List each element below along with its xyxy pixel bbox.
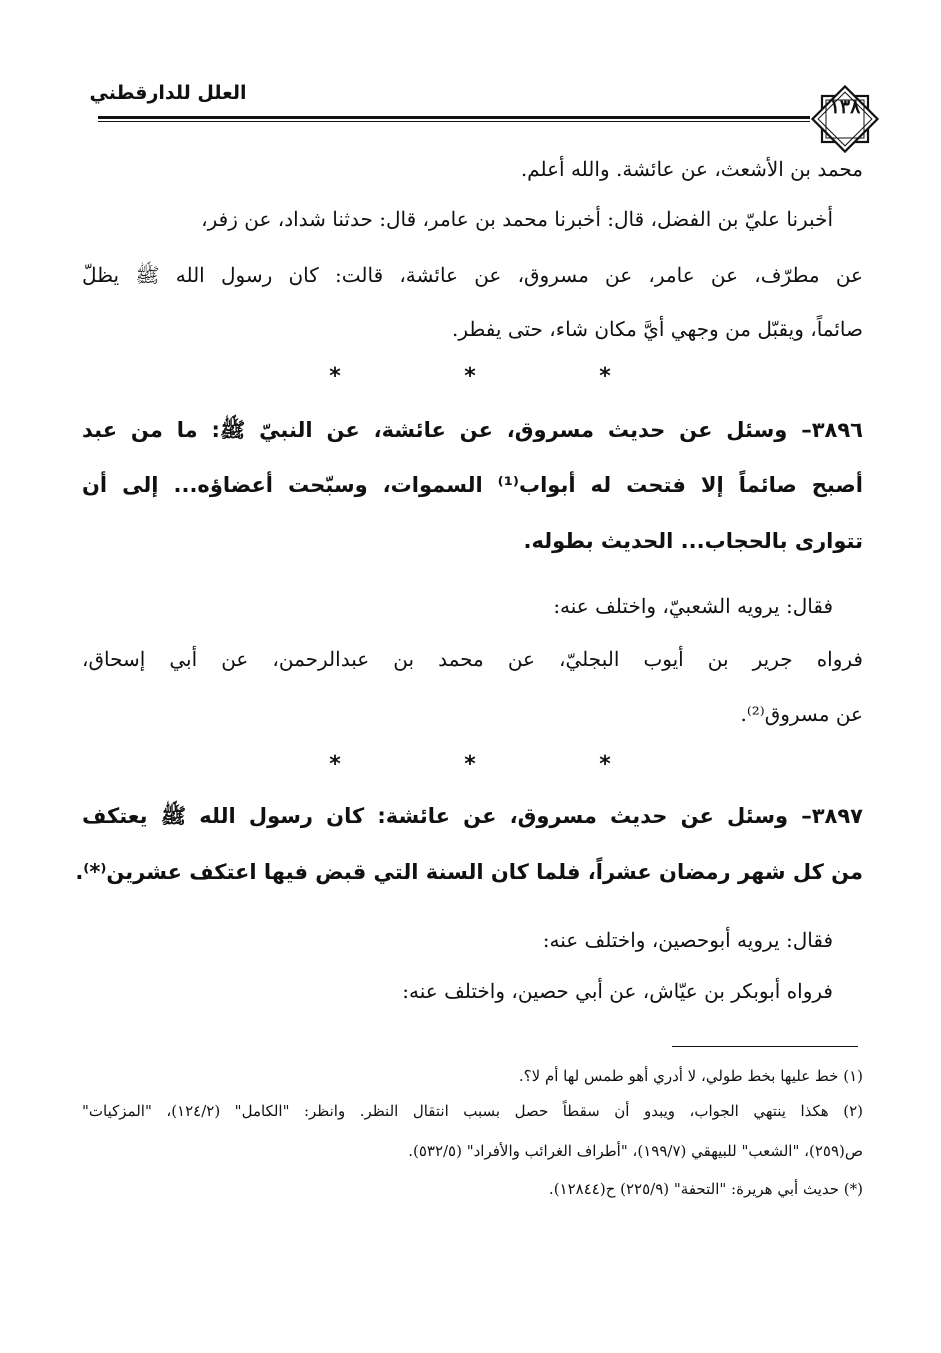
separator-star: * bbox=[599, 364, 611, 389]
text-line: عن مطرّف، عن عامر، عن مسروق، عن عائشة، قالت: كان رسول الله ﷺ يظلّ bbox=[82, 263, 863, 287]
text-line: صائماً، ويقبّل من وجهي أيَّ مكان شاء، حتى يفطر. bbox=[452, 317, 863, 341]
section-separator bbox=[300, 752, 640, 777]
text-line: أخبرنا عليّ بن الفضل، قال: أخبرنا محمد بن عامر، قال: حدثنا شداد، عن زفر، bbox=[201, 207, 833, 231]
footnote: (٢) هكذا ينتهي الجواب، ويبدو أن سقطاً حصل بسبب انتقال النظر. وانظر: "الكامل" (١٢٤/٢)، "المزكيات" bbox=[82, 1102, 863, 1120]
text-line: فقال: يرويه أبوحصين، واختلف عنه: bbox=[542, 928, 833, 952]
question-heading-line: ٣٨٩٦– وسئل عن حديث مسروق، عن عائشة، عن النبيّ ﷺ: ما من عبد bbox=[82, 418, 863, 442]
separator-star: * bbox=[329, 364, 341, 389]
separator-star: * bbox=[599, 752, 611, 777]
separator-star: * bbox=[464, 752, 476, 777]
footnote: (١) خط عليها بخط طولي، لا أدري أهو طمس لها أم لا؟. bbox=[518, 1067, 863, 1085]
running-header-title: العلل للدارقطني bbox=[89, 82, 247, 104]
text-line: عن مسروق⁽²⁾. bbox=[740, 702, 863, 726]
question-heading-line: من كل شهر رمضان عشراً، فلما كان السنة التي قبض فيها اعتكف عشرين⁽*⁾. bbox=[75, 860, 863, 884]
text-line: فقال: يرويه الشعبيّ، واختلف عنه: bbox=[553, 594, 833, 618]
text-line: فرواه أبوبكر بن عيّاش، عن أبي حصين، واختلف عنه: bbox=[402, 979, 833, 1003]
footnote-divider bbox=[672, 1046, 858, 1047]
page-number: ١٣٨ bbox=[829, 96, 861, 118]
page-number-star-frame-icon bbox=[808, 82, 882, 156]
question-heading-line: أصبح صائماً إلا فتحت له أبواب⁽¹⁾ السموات، وسبّحت أعضاؤه... إلى أن bbox=[82, 473, 863, 497]
section-separator bbox=[300, 364, 640, 389]
text-line: محمد بن الأشعث، عن عائشة. والله أعلم. bbox=[520, 157, 863, 181]
question-heading-line: ٣٨٩٧– وسئل عن حديث مسروق، عن عائشة: كان رسول الله ﷺ يعتكف bbox=[82, 804, 863, 828]
header-rule-thin bbox=[98, 121, 810, 122]
footnote: (*) حديث أبي هريرة: "التحفة" (٢٢٥/٩) ح(١٢٨٤٤). bbox=[548, 1180, 863, 1198]
separator-star: * bbox=[464, 364, 476, 389]
question-heading-line: تتوارى بالحجاب... الحديث بطوله. bbox=[523, 529, 863, 553]
separator-star: * bbox=[329, 752, 341, 777]
footnote: ص(٢٥٩)، "الشعب" للبيهقي (١٩٩/٧)، "أطراف الغرائب والأفراد" (٥٣٢/٥). bbox=[408, 1142, 863, 1160]
header-rule bbox=[98, 116, 810, 119]
text-line: فرواه جرير بن أيوب البجليّ، عن محمد بن عبدالرحمن، عن أبي إسحاق، bbox=[82, 647, 863, 671]
